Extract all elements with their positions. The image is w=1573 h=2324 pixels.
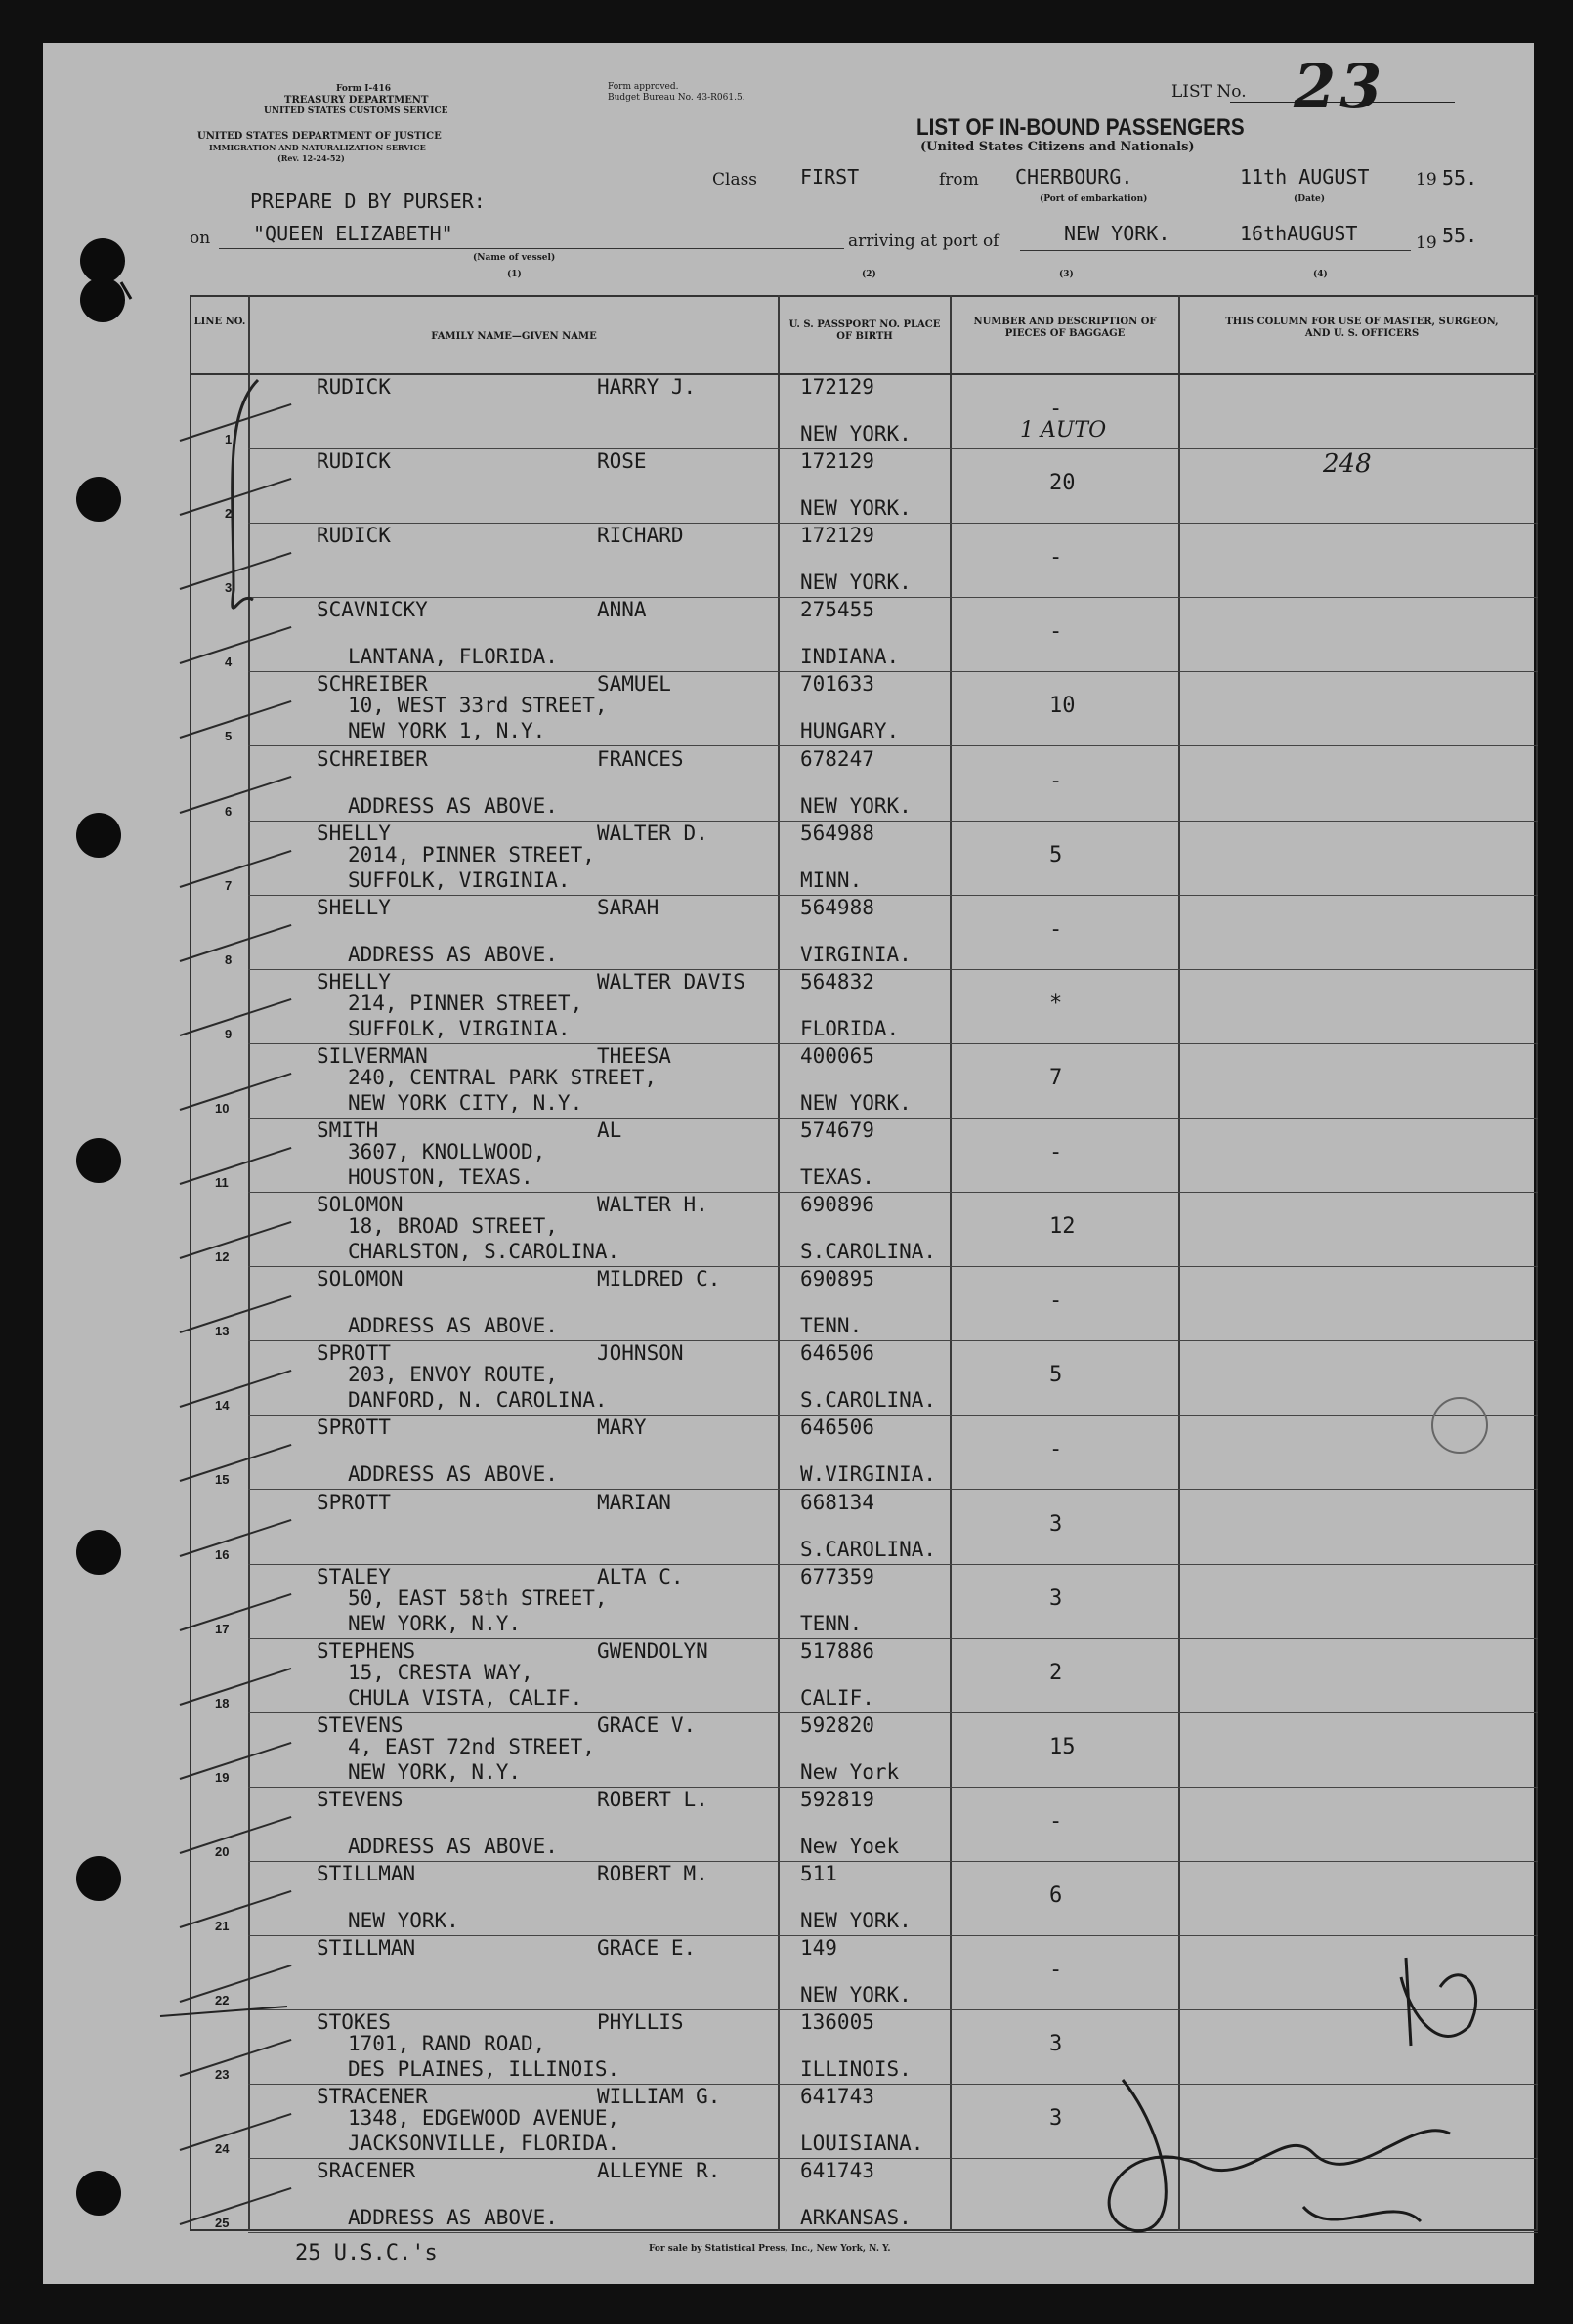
baggage-count: -	[1049, 397, 1063, 421]
given-name: RICHARD	[597, 524, 684, 548]
given-name: SARAH	[597, 895, 659, 919]
baggage-count: -	[1049, 619, 1063, 645]
address-line-1: 4, EAST 72nd STREET,	[348, 1734, 595, 1758]
address-line-1: 50, EAST 58th STREET,	[348, 1585, 608, 1610]
prepared-by: PREPARE D BY PURSER:	[250, 190, 486, 213]
address-line-2: ADDRESS AS ABOVE.	[348, 2206, 558, 2230]
binder-hole	[80, 277, 125, 322]
family-name: SPROTT	[317, 1490, 391, 1514]
customs-service: UNITED STATES CUSTOMS SERVICE	[264, 106, 448, 116]
row-number: 25	[215, 2216, 230, 2231]
embark-port-caption: (Port of embarkation)	[1040, 194, 1148, 204]
row-number: 18	[215, 1695, 230, 1711]
address-line-1: 2014, PINNER STREET,	[348, 842, 595, 866]
row-number: 24	[215, 2141, 230, 2157]
col-num-2: (2)	[862, 270, 876, 279]
class-value: FIRST	[800, 165, 860, 189]
birth-place: ARKANSAS.	[800, 2206, 912, 2230]
from-label: from	[939, 170, 979, 190]
row-number: 17	[215, 1621, 230, 1636]
row-number: 6	[225, 803, 233, 819]
address-line-2: SUFFOLK, VIRGINIA.	[348, 867, 571, 892]
passport-number: 275455	[800, 598, 874, 622]
address-line-2: NEW YORK CITY, N.Y.	[348, 1090, 583, 1115]
passport-number: 592819	[800, 1787, 874, 1811]
address-line-2: DANFORD, N. CAROLINA.	[348, 1388, 608, 1413]
birth-place: MINN.	[800, 867, 863, 892]
baggage-count: 3	[1049, 1585, 1063, 1611]
arriving-label: arriving at port of	[848, 232, 999, 251]
family-name: SMITH	[317, 1119, 379, 1142]
baggage-count: 5	[1049, 842, 1063, 867]
row-number: 21	[215, 1919, 230, 1933]
address-line-2: ADDRESS AS ABOVE.	[348, 1834, 558, 1858]
on-label: on	[190, 229, 211, 248]
birth-place: HUNGARY.	[800, 719, 900, 743]
binder-hole	[76, 1530, 121, 1575]
baggage-count: -	[1049, 1289, 1063, 1314]
header-passport: U. S. PASSPORT NO. PLACE OF BIRTH	[788, 319, 941, 342]
list-number: 23	[1294, 51, 1386, 122]
given-name: MARY	[597, 1416, 647, 1440]
baggage-count: -	[1049, 1808, 1063, 1834]
family-name: SILVERMAN	[317, 1043, 428, 1068]
address-line-1: 203, ENVOY ROUTE,	[348, 1363, 558, 1387]
passport-number: 678247	[800, 746, 874, 771]
col-num-4: (4)	[1313, 270, 1328, 279]
row-number: 12	[215, 1249, 230, 1265]
given-name: AL	[597, 1119, 622, 1142]
header-baggage: NUMBER AND DESCRIPTION OF PIECES OF BAGGAGE	[973, 317, 1157, 339]
given-name: THEESA	[597, 1043, 671, 1068]
family-name: STILLMAN	[317, 1936, 416, 1961]
handwritten-marks	[43, 43, 1534, 2284]
given-name: WALTER DAVIS	[597, 969, 745, 993]
birth-place: VIRGINIA.	[800, 942, 912, 966]
row-number: 19	[215, 1769, 230, 1785]
address-line-2: JACKSONVILLE, FLORIDA.	[348, 2132, 620, 2156]
baggage-count: *	[1049, 991, 1063, 1016]
baggage-note: 1 AUTO	[1020, 418, 1107, 443]
officer-note: 248	[1323, 449, 1372, 480]
family-name: SHELLY	[317, 821, 391, 845]
row-number: 3	[225, 580, 233, 596]
address-line-2: ADDRESS AS ABOVE.	[348, 942, 558, 966]
document-subtitle: (United States Citizens and Nationals)	[920, 140, 1195, 154]
passport-number: 646506	[800, 1341, 874, 1366]
address-line-2: CHARLSTON, S.CAROLINA.	[348, 1240, 620, 1264]
address-line-2: CHULA VISTA, CALIF.	[348, 1685, 583, 1710]
address-line-1: 1348, EDGEWOOD AVENUE,	[348, 2106, 620, 2131]
address-line-1: 10, WEST 33rd STREET,	[348, 694, 608, 718]
family-name: SHELLY	[317, 969, 391, 993]
ins-service: IMMIGRATION AND NATURALIZATION SERVICE	[209, 143, 426, 152]
baggage-count: -	[1049, 1958, 1063, 1983]
family-name: STILLMAN	[317, 1862, 416, 1885]
passport-number: 690896	[800, 1193, 874, 1217]
address-line-2: NEW YORK 1, N.Y.	[348, 719, 546, 743]
address-line-2: ADDRESS AS ABOVE.	[348, 1462, 558, 1487]
baggage-count: 20	[1049, 471, 1076, 496]
passport-number: 136005	[800, 2010, 874, 2035]
budget-bureau: Budget Bureau No. 43-R061.5.	[608, 93, 745, 103]
given-name: PHYLLIS	[597, 2010, 684, 2035]
family-name: STRACENER	[317, 2085, 428, 2109]
row-number: 9	[225, 1026, 233, 1041]
address-line-2: HOUSTON, TEXAS.	[348, 1165, 533, 1189]
passport-number: 564832	[800, 969, 874, 993]
family-name: STALEY	[317, 1564, 391, 1588]
passport-number: 574679	[800, 1119, 874, 1142]
uscs-count: 25 U.S.C.'s	[295, 2241, 438, 2265]
address-line-2: LANTANA, FLORIDA.	[348, 645, 558, 669]
birth-place: W.VIRGINIA.	[800, 1462, 937, 1487]
address-line-1: 18, BROAD STREET,	[348, 1214, 558, 1239]
arrival-date: 16thAUGUST	[1240, 222, 1358, 245]
passport-number: 646506	[800, 1416, 874, 1440]
header-name: FAMILY NAME—GIVEN NAME	[431, 331, 597, 342]
passport-number: 172129	[800, 375, 874, 399]
document-title: LIST OF IN-BOUND PASSENGERS	[916, 114, 1245, 141]
given-name: GRACE E.	[597, 1936, 697, 1961]
given-name: ANNA	[597, 598, 647, 622]
row-number: 4	[225, 655, 233, 670]
birth-place: NEW YORK.	[800, 496, 912, 521]
birth-place: NEW YORK.	[800, 422, 912, 445]
address-line-1: 3607, KNOLLWOOD,	[348, 1140, 546, 1163]
birth-place: LOUISIANA.	[800, 2132, 924, 2156]
arrival-year: 55.	[1442, 224, 1478, 247]
family-name: SCHREIBER	[317, 672, 428, 697]
birth-place: TENN.	[800, 1314, 863, 1338]
address-line-1: 1701, RAND ROAD,	[348, 2032, 546, 2056]
year-prefix-1: 19	[1416, 170, 1437, 190]
binder-hole	[76, 1138, 121, 1183]
birth-place: S.CAROLINA.	[800, 1388, 937, 1413]
passport-number: 701633	[800, 672, 874, 697]
row-number: 22	[215, 1993, 230, 2008]
revision: (Rev. 12-24-52)	[277, 153, 345, 163]
row-number: 13	[215, 1324, 230, 1339]
row-number: 1	[225, 432, 233, 446]
address-line-2: DES PLAINES, ILLINOIS.	[348, 2057, 620, 2082]
row-number: 23	[215, 2067, 230, 2083]
list-label: LIST No.	[1171, 82, 1247, 102]
given-name: ROBERT L.	[597, 1787, 708, 1811]
birth-place: NEW YORK.	[800, 1983, 912, 2007]
embark-port: CHERBOURG.	[1015, 165, 1133, 189]
birth-place: S.CAROLINA.	[800, 1537, 937, 1561]
row-number: 16	[215, 1546, 230, 1562]
date-caption: (Date)	[1294, 194, 1326, 204]
binder-hole	[76, 1856, 121, 1901]
birth-place: S.CAROLINA.	[800, 1240, 937, 1264]
given-name: WALTER D.	[597, 821, 708, 845]
passport-number: 641743	[800, 2159, 874, 2183]
given-name: ALLEYNE R.	[597, 2159, 721, 2183]
birth-place: TENN.	[800, 1611, 863, 1635]
baggage-count: 5	[1049, 1363, 1063, 1388]
given-name: GWENDOLYN	[597, 1638, 708, 1663]
given-name: SAMUEL	[597, 672, 671, 697]
row-number: 10	[215, 1100, 230, 1116]
given-name: ROBERT M.	[597, 1862, 708, 1885]
given-name: ALTA C.	[597, 1564, 684, 1588]
justice-dept: UNITED STATES DEPARTMENT OF JUSTICE	[197, 131, 442, 142]
given-name: MARIAN	[597, 1490, 671, 1514]
baggage-count: -	[1049, 1140, 1063, 1164]
row-number: 8	[225, 951, 233, 967]
family-name: STOKES	[317, 2010, 391, 2035]
embark-year: 55.	[1442, 166, 1478, 190]
family-name: SOLOMON	[317, 1267, 404, 1291]
birth-place: New York	[800, 1759, 900, 1784]
family-name: SPROTT	[317, 1341, 391, 1366]
address-line-2: SUFFOLK, VIRGINIA.	[348, 1016, 571, 1040]
baggage-count: 2	[1049, 1660, 1063, 1685]
manifest-sheet	[43, 43, 1534, 2284]
class-label: Class	[712, 170, 758, 190]
given-name: JOHNSON	[597, 1341, 684, 1366]
given-name: GRACE V.	[597, 1712, 697, 1737]
row-number: 7	[225, 877, 233, 893]
birth-place: ILLINOIS.	[800, 2057, 912, 2082]
given-name: MILDRED C.	[597, 1267, 721, 1291]
address-line-2: NEW YORK, N.Y.	[348, 1759, 522, 1784]
form-approved: Form approved.	[608, 82, 679, 92]
family-name: RUDICK	[317, 375, 391, 399]
birth-place: CALIF.	[800, 1685, 874, 1710]
passport-number: 677359	[800, 1564, 874, 1588]
birth-place: NEW YORK.	[800, 570, 912, 595]
baggage-count: 7	[1049, 1065, 1063, 1090]
birth-place: NEW YORK.	[800, 1090, 912, 1115]
treasury-dept: TREASURY DEPARTMENT	[284, 95, 429, 106]
birth-place: FLORIDA.	[800, 1016, 900, 1040]
baggage-count: 15	[1049, 1734, 1076, 1759]
arrival-port: NEW YORK.	[1064, 222, 1170, 245]
address-line-2: NEW YORK.	[348, 1909, 459, 1932]
given-name: HARRY J.	[597, 375, 697, 399]
address-line-2: NEW YORK, N.Y.	[348, 1611, 522, 1635]
baggage-count: -	[1049, 545, 1063, 570]
given-name: WILLIAM G.	[597, 2085, 721, 2109]
header-line-no: LINE NO.	[193, 317, 246, 327]
form-number: Form I-416	[336, 84, 392, 94]
family-name: SHELLY	[317, 895, 391, 919]
passport-number: 172129	[800, 449, 874, 474]
family-name: SPROTT	[317, 1416, 391, 1440]
passport-number: 564988	[800, 821, 874, 845]
family-name: STEVENS	[317, 1712, 404, 1737]
row-number: 14	[215, 1398, 230, 1414]
baggage-count: 3	[1049, 1511, 1063, 1537]
vessel-caption: (Name of vessel)	[473, 253, 556, 263]
family-name: RUDICK	[317, 524, 391, 548]
col-num-3: (3)	[1059, 270, 1074, 279]
birth-place: NEW YORK.	[800, 793, 912, 818]
row-number: 5	[225, 729, 233, 744]
birth-place: New Yoek	[800, 1834, 900, 1858]
given-name: ROSE	[597, 449, 647, 474]
row-number: 15	[215, 1472, 230, 1488]
address-line-2: ADDRESS AS ABOVE.	[348, 1314, 558, 1338]
passport-number: 564988	[800, 895, 874, 919]
col-num-1: (1)	[507, 270, 522, 279]
binder-hole	[76, 477, 121, 522]
passport-number: 400065	[800, 1043, 874, 1068]
passport-number: 149	[800, 1936, 837, 1961]
passport-number: 641743	[800, 2085, 874, 2109]
address-line-2: ADDRESS AS ABOVE.	[348, 793, 558, 818]
birth-place: INDIANA.	[800, 645, 900, 669]
family-name: STEPHENS	[317, 1638, 416, 1663]
address-line-1: 15, CRESTA WAY,	[348, 1660, 533, 1684]
binder-hole	[76, 2171, 121, 2216]
given-name: FRANCES	[597, 746, 684, 771]
baggage-count: -	[1049, 768, 1063, 793]
row-number: 11	[215, 1175, 229, 1190]
baggage-count: 3	[1049, 2106, 1063, 2132]
vessel-name: "QUEEN ELIZABETH"	[253, 222, 453, 245]
family-name: SRACENER	[317, 2159, 416, 2183]
family-name: SCAVNICKY	[317, 598, 428, 622]
baggage-count: 6	[1049, 1883, 1063, 1908]
passport-number: 517886	[800, 1638, 874, 1663]
passport-number: 511	[800, 1862, 837, 1885]
address-line-1: 240, CENTRAL PARK STREET,	[348, 1065, 658, 1089]
address-line-1: 214, PINNER STREET,	[348, 991, 583, 1015]
baggage-count: 12	[1049, 1214, 1076, 1240]
baggage-count: 10	[1049, 694, 1076, 719]
row-number: 2	[225, 506, 233, 522]
passport-number: 592820	[800, 1712, 874, 1737]
embark-date: 11th AUGUST	[1240, 165, 1370, 189]
year-prefix-2: 19	[1416, 233, 1437, 253]
binder-hole	[76, 813, 121, 858]
baggage-count: -	[1049, 1437, 1063, 1462]
header-officers: THIS COLUMN FOR USE OF MASTER, SURGEON, AND U. S. OFFICERS	[1225, 317, 1499, 339]
printer-credit: For sale by Statistical Press, Inc., New York, N. Y.	[649, 2244, 891, 2254]
baggage-count: -	[1049, 916, 1063, 942]
passport-number: 172129	[800, 524, 874, 548]
given-name: WALTER H.	[597, 1193, 708, 1217]
baggage-count: 3	[1049, 2032, 1063, 2057]
family-name: SOLOMON	[317, 1193, 404, 1217]
birth-place: TEXAS.	[800, 1165, 874, 1189]
passport-number: 690895	[800, 1267, 874, 1291]
family-name: STEVENS	[317, 1787, 404, 1811]
row-number: 20	[215, 1843, 230, 1859]
family-name: RUDICK	[317, 449, 391, 474]
family-name: SCHREIBER	[317, 746, 428, 771]
birth-place: NEW YORK.	[800, 1909, 912, 1932]
passport-number: 668134	[800, 1490, 874, 1514]
